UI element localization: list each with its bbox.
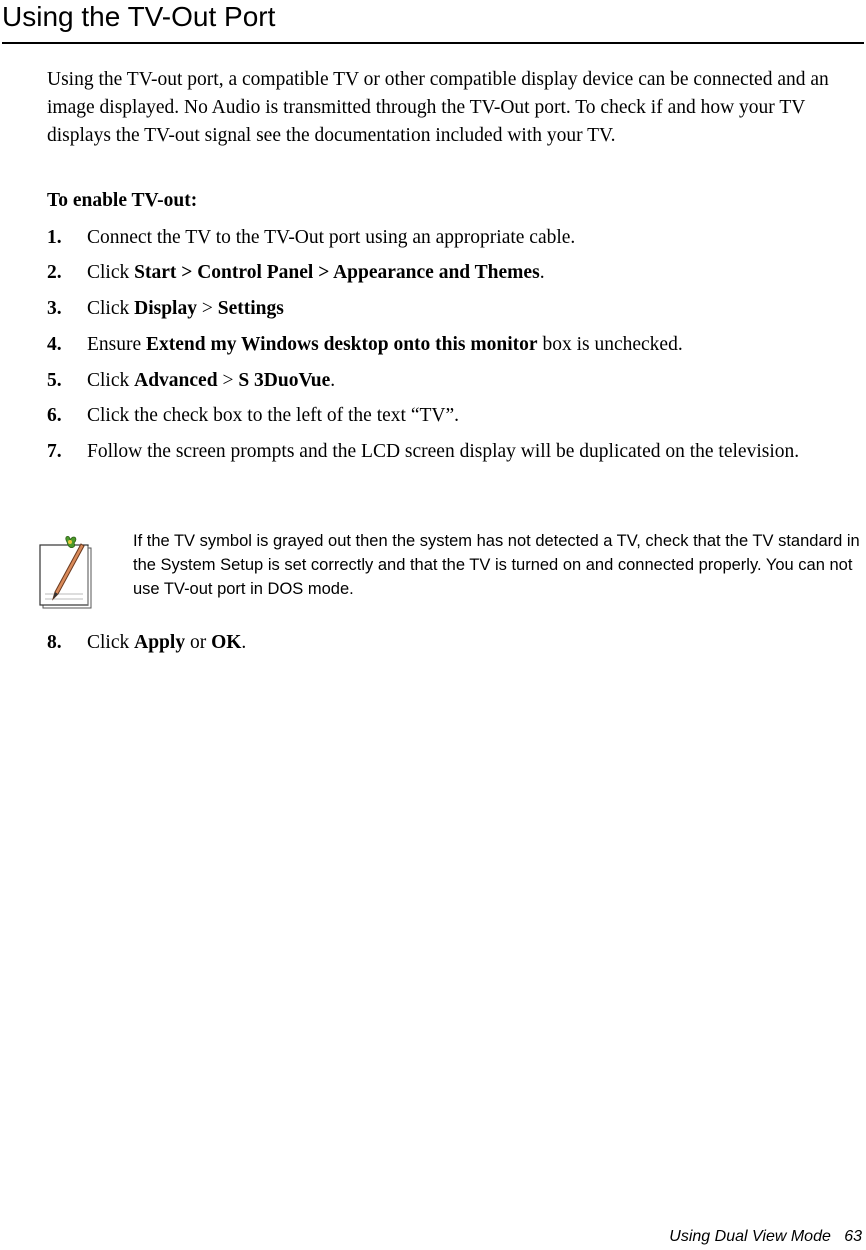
step-item [47, 629, 862, 657]
intro-paragraph: Using the TV-out port, a compatible TV or other compatible display device can be connected and an image displayed. No Audio is transmitted through the TV-Out port. To check if and how your TV displays the TV-out signal see the documentation included with your TV. [47, 69, 829, 146]
page-number: 63 [844, 1228, 862, 1245]
option-label: Extend my Windows desktop onto this monitor [146, 334, 538, 355]
step-text: Ensure Extend my Windows desktop onto this monitor box is unchecked. [87, 334, 683, 355]
menu-item-duovue: S 3DuoVue [238, 370, 331, 391]
step-number: 4. [47, 334, 62, 355]
step-number: 8. [47, 632, 62, 653]
step-item [47, 224, 862, 252]
procedure-heading: To enable TV-out: [47, 190, 198, 211]
menu-item-settings: Settings [217, 298, 284, 319]
step-number: 3. [47, 298, 62, 319]
page-title: Using the TV-Out Port [2, 1, 276, 32]
step-item [47, 295, 862, 323]
title-divider [2, 42, 864, 44]
step-text: Follow the screen prompts and the LCD screen display will be duplicated on the television. [87, 441, 800, 462]
apply-label: Apply [134, 632, 186, 653]
step-number: 6. [47, 405, 62, 426]
menu-path: Start > Control Panel > Appearance and Themes [134, 262, 540, 283]
step-number: 7. [47, 441, 62, 462]
menu-item-advanced: Advanced [134, 370, 218, 391]
note-pad-pen-icon [37, 532, 99, 614]
step-text: Connect the TV to the TV-Out port using an appropriate cable. [87, 227, 576, 248]
step-item [47, 259, 862, 287]
step-item [47, 402, 862, 430]
step-text: Click Apply or OK. [87, 632, 247, 653]
menu-item-display: Display [134, 298, 197, 319]
step-text: Click the check box to the left of the text “TV”. [87, 405, 459, 426]
step-number: 1. [47, 227, 62, 248]
step-item [47, 367, 862, 395]
step-text: Click Start > Control Panel > Appearance and Themes. [87, 262, 545, 283]
ok-label: OK [211, 632, 242, 653]
footer-section: Using Dual View Mode [669, 1228, 831, 1245]
step-text: Click Display > Settings [87, 298, 284, 319]
step-number: 2. [47, 262, 62, 283]
page-footer [669, 1228, 862, 1246]
step-item [47, 331, 862, 359]
note-text: If the TV symbol is grayed out then the system has not detected a TV, check that the TV standard in the System Setup is set correctly and that the TV is turned on and connected properly. You can not use TV-out port in DOS mode. [133, 532, 860, 598]
step-number: 5. [47, 370, 62, 391]
step-item [47, 438, 862, 466]
step-text: Click Advanced > S 3DuoVue. [87, 370, 336, 391]
